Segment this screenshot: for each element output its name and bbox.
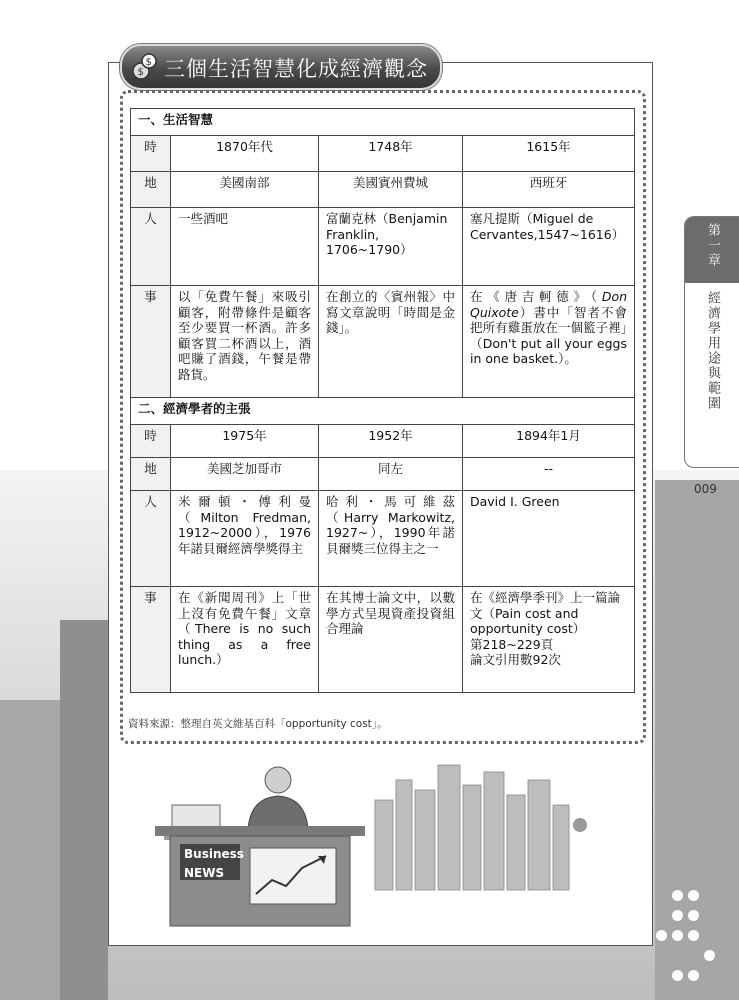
cell-place: 美國賓州費城 bbox=[319, 172, 463, 208]
cell-person: 哈利・馬可維茲（Harry Markowitz, 1927~），1990年諾貝爾獎三位得主之一 bbox=[319, 491, 463, 587]
event-text: 在《經濟學季刊》上一篇論文（Pain cost and opportunity cost） bbox=[470, 590, 621, 636]
comparison-table bbox=[130, 108, 635, 693]
row-label-time: 時 bbox=[131, 425, 171, 458]
event-text: 第218~229頁 bbox=[470, 636, 554, 652]
cell-person: 米爾頓・傅利曼（Milton Fredman, 1912~2000），1976年諾貝爾經濟學獎得主 bbox=[171, 491, 319, 587]
book-title: Don Quixote bbox=[470, 289, 628, 320]
page-title: 三個生活智慧化成經濟觀念 bbox=[164, 57, 428, 81]
cell-time: 1615年 bbox=[463, 136, 635, 172]
money-bag-icon bbox=[132, 52, 158, 80]
row-label-event: 事 bbox=[131, 587, 171, 693]
section2-heading: 二、經濟學者的主張 bbox=[131, 398, 635, 425]
section1-header-row bbox=[131, 109, 635, 136]
sign-line1: Business bbox=[184, 847, 244, 861]
row-label-place: 地 bbox=[131, 172, 171, 208]
cell-time: 1952年 bbox=[319, 425, 463, 458]
cell-person: David I. Green bbox=[463, 491, 635, 587]
event-text: 在《唐吉軻德》（ bbox=[470, 289, 602, 304]
table-row bbox=[131, 491, 635, 587]
section2-header-row bbox=[131, 398, 635, 425]
cell-place: 西班牙 bbox=[463, 172, 635, 208]
title-banner bbox=[120, 44, 442, 90]
svg-text:$: $ bbox=[145, 57, 152, 68]
cell-person: 一些酒吧 bbox=[171, 208, 319, 286]
chapter-label: 第一章 bbox=[705, 223, 720, 268]
event-text: 論文引用數92次 bbox=[470, 652, 561, 667]
cell-event: 以「免費午餐」來吸引顧客，附帶條件是顧客至少要買一杯酒。許多顧客買二杯酒以上，酒吧賺了酒錢，午餐是帶路貨。 bbox=[171, 286, 319, 398]
source-note: 資料來源：整理自英文維基百科「opportunity cost」。 bbox=[128, 718, 388, 730]
row-label-person: 人 bbox=[131, 491, 171, 587]
chapter-title: 經濟學用途與範圍 bbox=[705, 291, 720, 411]
sign-line2: NEWS bbox=[184, 866, 225, 880]
row-label-time: 時 bbox=[131, 136, 171, 172]
cell-time: 1870年代 bbox=[171, 136, 319, 172]
cell-event: 在創立的〈賓州報〉中寫文章說明「時間是金錢」。 bbox=[319, 286, 463, 398]
table-row bbox=[131, 458, 635, 491]
cell-person: 塞凡提斯（Miguel de Cervantes,1547~1616） bbox=[463, 208, 635, 286]
section1-heading: 一、生活智慧 bbox=[131, 109, 635, 136]
cell-event bbox=[463, 286, 635, 398]
cell-time: 1894年1月 bbox=[463, 425, 635, 458]
cell-place: -- bbox=[463, 458, 635, 491]
business-news-illustration bbox=[150, 760, 620, 930]
cell-event: 在《新聞周刊》上「世上沒有免費午餐」文章（There is no such thing as a free lunch.） bbox=[171, 587, 319, 693]
table-row bbox=[131, 172, 635, 208]
event-text: ）書中「智者不會把所有雞蛋放在一個籃子裡」（Don't put all your eggs in one basket.）。 bbox=[470, 304, 628, 366]
cell-place: 美國南部 bbox=[171, 172, 319, 208]
cell-place: 同左 bbox=[319, 458, 463, 491]
cell-event bbox=[463, 587, 635, 693]
cell-time: 1975年 bbox=[171, 425, 319, 458]
cell-time: 1748年 bbox=[319, 136, 463, 172]
row-label-place: 地 bbox=[131, 458, 171, 491]
table-row bbox=[131, 208, 635, 286]
page-number: 009 bbox=[694, 482, 717, 496]
cell-place: 美國芝加哥市 bbox=[171, 458, 319, 491]
table-row bbox=[131, 587, 635, 693]
table-row bbox=[131, 425, 635, 458]
table-row bbox=[131, 136, 635, 172]
svg-text:$: $ bbox=[137, 67, 144, 78]
row-label-person: 人 bbox=[131, 208, 171, 286]
table-row bbox=[131, 286, 635, 398]
cell-person: 富蘭克林（Benjamin Franklin, 1706~1790） bbox=[319, 208, 463, 286]
chapter-tab bbox=[684, 216, 739, 468]
row-label-event: 事 bbox=[131, 286, 171, 398]
cell-event: 在其博士論文中，以數學方式呈現資產投資組合理論 bbox=[319, 587, 463, 693]
